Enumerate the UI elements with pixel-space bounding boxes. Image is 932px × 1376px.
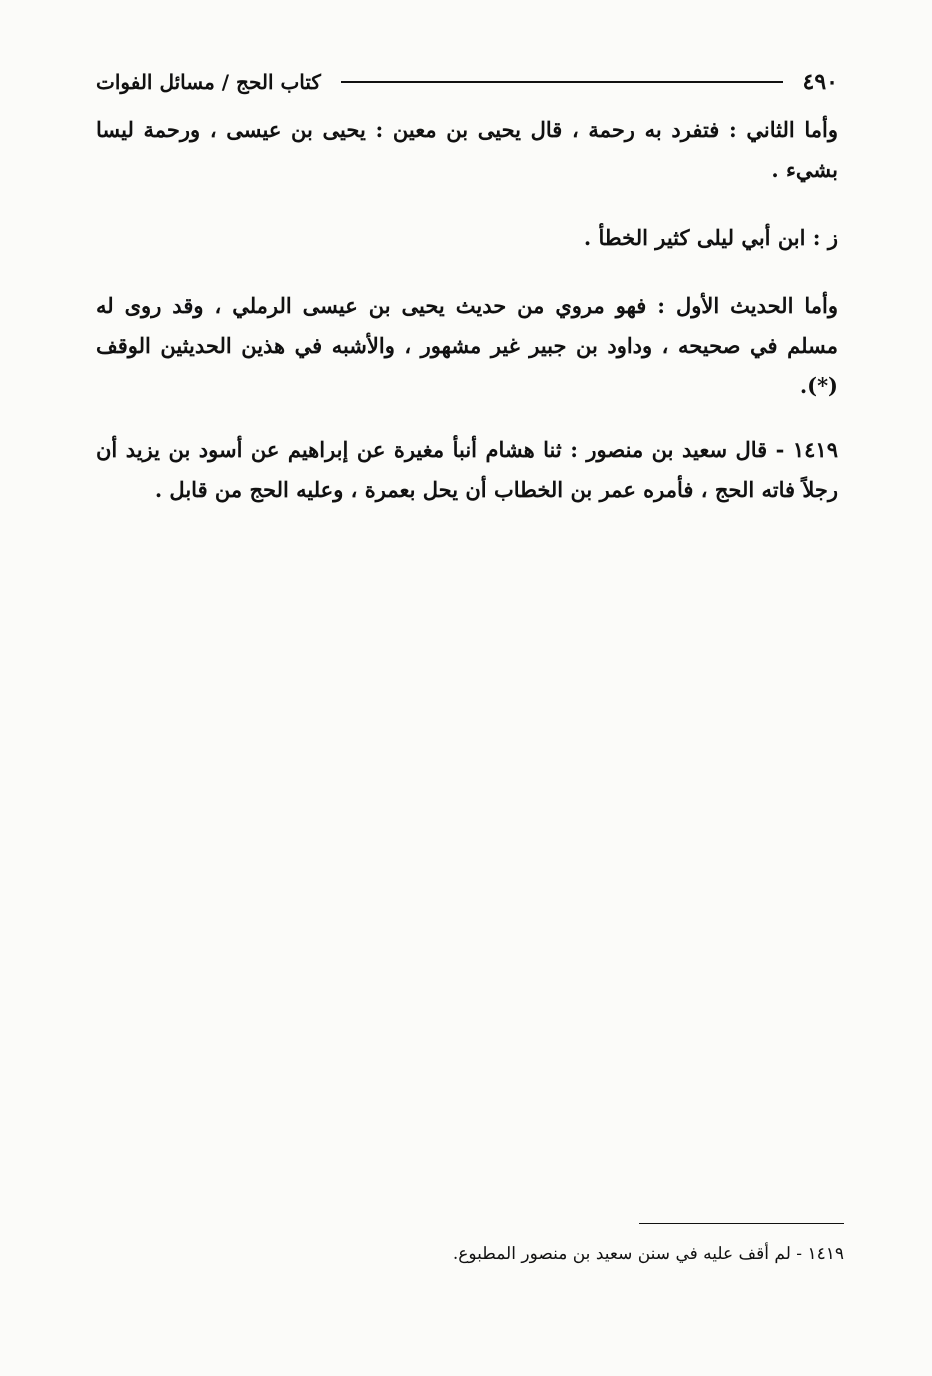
paragraph: وأما الثاني : فتفرد به رحمة ، قال يحيى بن معين : يحيى بن عيسى ، ورحمة ليسا بشيء .: [96, 117, 838, 182]
footnote: ١٤١٩ - لم أقف عليه في سنن سعيد بن منصور المطبوع.: [452, 1244, 844, 1264]
page-number: ٤٩٠: [802, 69, 838, 95]
paragraph: [96, 286, 838, 406]
running-title: كتاب الحج / مسائل الفوات: [96, 70, 321, 94]
footnote-rule: [639, 1223, 844, 1224]
main-text: [96, 110, 838, 510]
paragraph: ١٤١٩ - قال سعيد بن منصور : ثنا هشام أنبأ مغيرة عن إبراهيم عن أسود بن يزيد أن رجلاً فاته الحج ، فأمره عمر بن الخطاب أن يحل بعمرة ، وعليه الحج من قابل .: [96, 437, 838, 502]
paragraph-text: وأما الحديث الأول : فهو مروي من حديث يحيى بن عيسى الرملي ، وقد روى له مسلم في صحيحه ، وداود بن جبير غير مشهور ، والأشبه في هذين الحديثين الوقف: [96, 293, 838, 358]
page-header: [96, 62, 838, 102]
footnote-marker: (*).: [799, 373, 838, 398]
paragraph: ز : ابن أبي ليلى كثير الخطأ .: [583, 225, 838, 250]
header-rule: [341, 81, 783, 83]
